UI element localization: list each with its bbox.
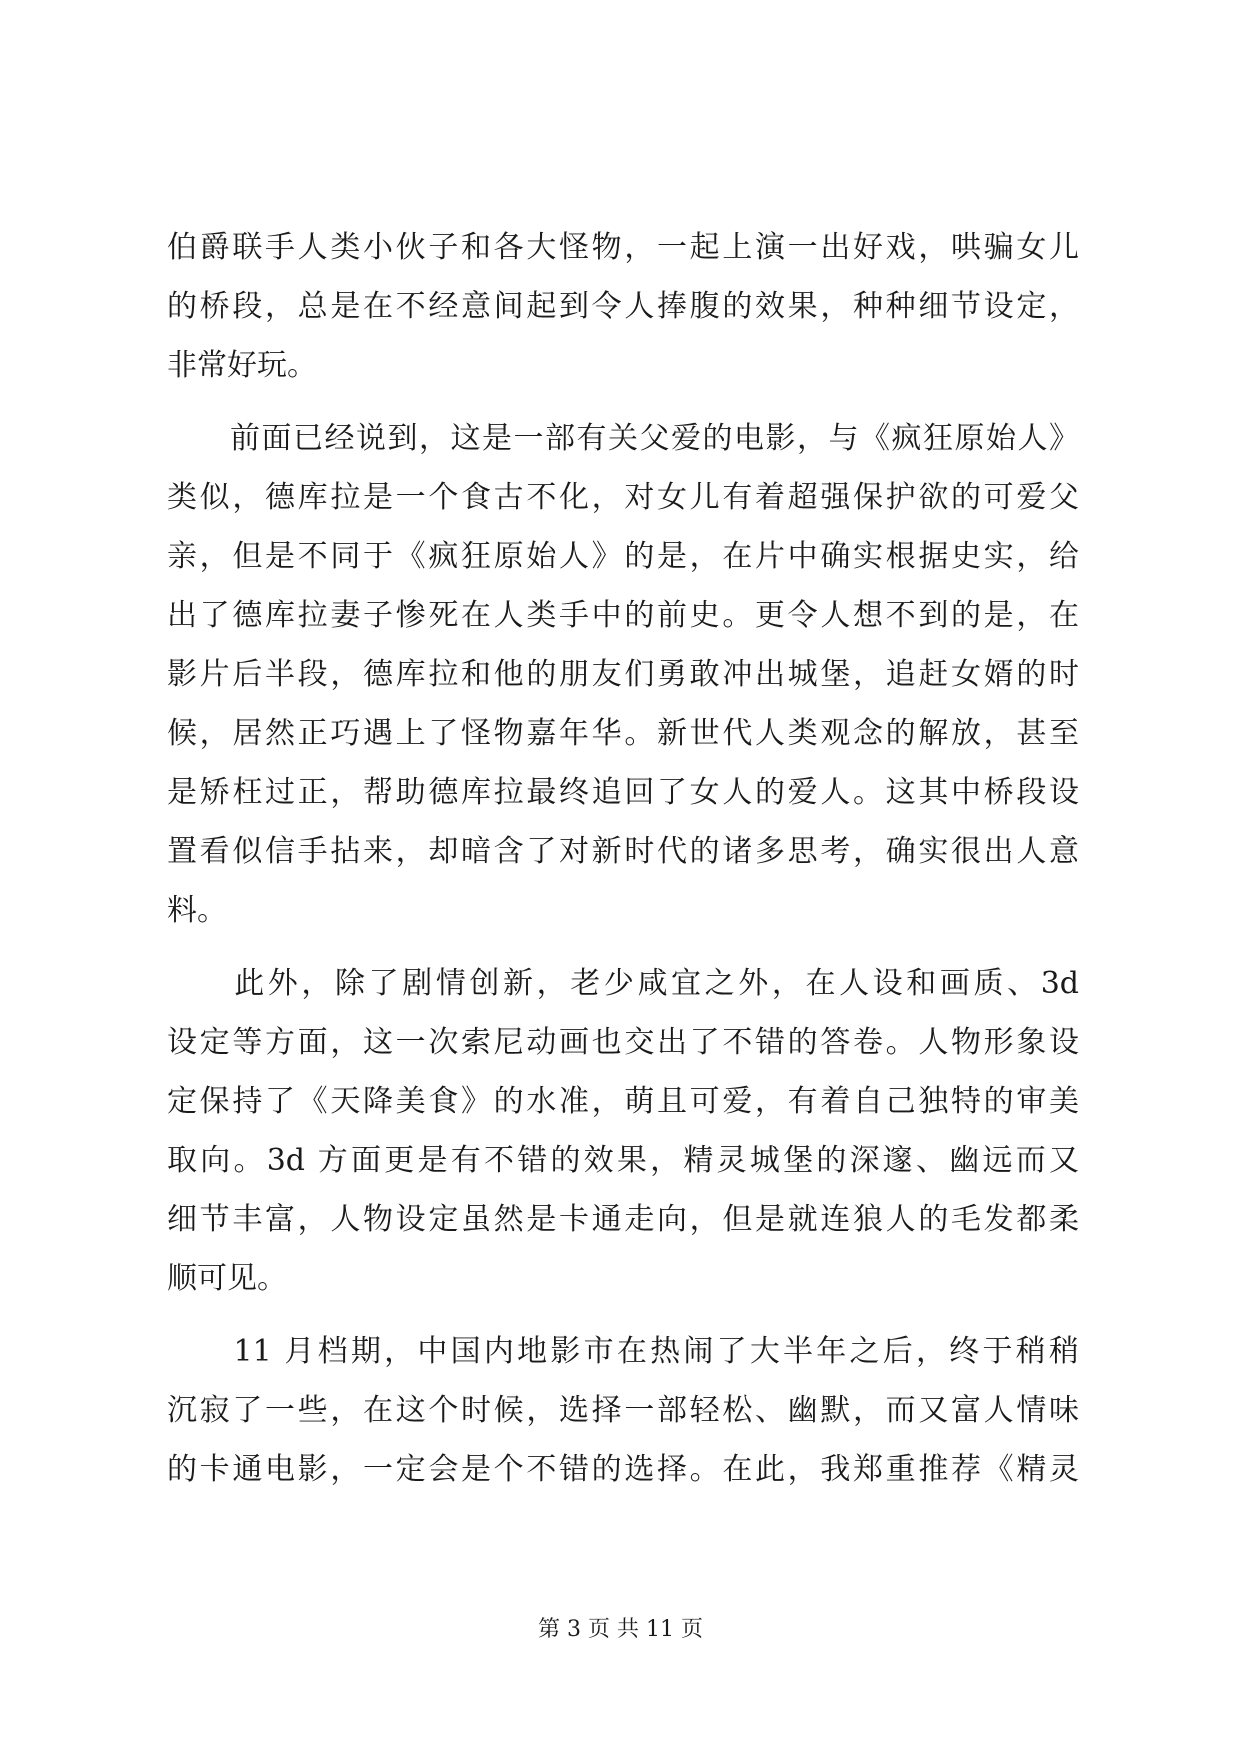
article-body <box>167 218 1079 1499</box>
text-line: 11 月档期，中国内地影市在热闹了大半年之后，终于稍稍 <box>167 1334 1079 1369</box>
text-line: 置看似信手拈来，却暗含了对新时代的诸多思考，确实很出人意 <box>167 834 1079 869</box>
text-line: 细节丰富，人物设定虽然是卡通走向，但是就连狼人的毛发都柔 <box>167 1202 1079 1237</box>
text-line: 此外，除了剧情创新，老少咸宜之外，在人设和画质、3d <box>167 966 1079 1001</box>
text-line: 出了德库拉妻子惨死在人类手中的前史。更令人想不到的是，在 <box>167 598 1079 633</box>
text-line: 影片后半段，德库拉和他的朋友们勇敢冲出城堡，追赶女婿的时 <box>167 657 1079 692</box>
text-line: 是矫枉过正，帮助德库拉最终追回了女人的爱人。这其中桥段设 <box>167 775 1079 810</box>
text-line: 定保持了《天降美食》的水准，萌且可爱，有着自己独特的审美 <box>167 1084 1079 1119</box>
text-line: 顺可见。 <box>167 1261 287 1296</box>
text-line: 亲，但是不同于《疯狂原始人》的是，在片中确实根据史实，给 <box>167 539 1079 574</box>
text-line: 设定等方面，这一次索尼动画也交出了不错的答卷。人物形象设 <box>167 1025 1079 1060</box>
page-number-footer: 第 3 页 共 11 页 <box>538 1617 703 1642</box>
text-line: 的卡通电影，一定会是个不错的选择。在此，我郑重推荐《精灵 <box>167 1452 1079 1487</box>
text-line: 伯爵联手人类小伙子和各大怪物，一起上演一出好戏，哄骗女儿 <box>167 230 1079 265</box>
text-line: 类似，德库拉是一个食古不化，对女儿有着超强保护欲的可爱父 <box>167 480 1079 515</box>
text-line: 料。 <box>167 893 227 928</box>
text-line: 取向。3d 方面更是有不错的效果，精灵城堡的深邃、幽远而又 <box>167 1143 1079 1178</box>
text-line: 非常好玩。 <box>167 348 317 383</box>
text-line: 候，居然正巧遇上了怪物嘉年华。新世代人类观念的解放，甚至 <box>167 716 1079 751</box>
text-line: 前面已经说到，这是一部有关父爱的电影，与《疯狂原始人》 <box>167 421 1079 456</box>
text-line: 沉寂了一些，在这个时候，选择一部轻松、幽默，而又富人情味 <box>167 1393 1079 1428</box>
text-line: 的桥段，总是在不经意间起到令人捧腹的效果，种种细节设定， <box>167 289 1079 324</box>
